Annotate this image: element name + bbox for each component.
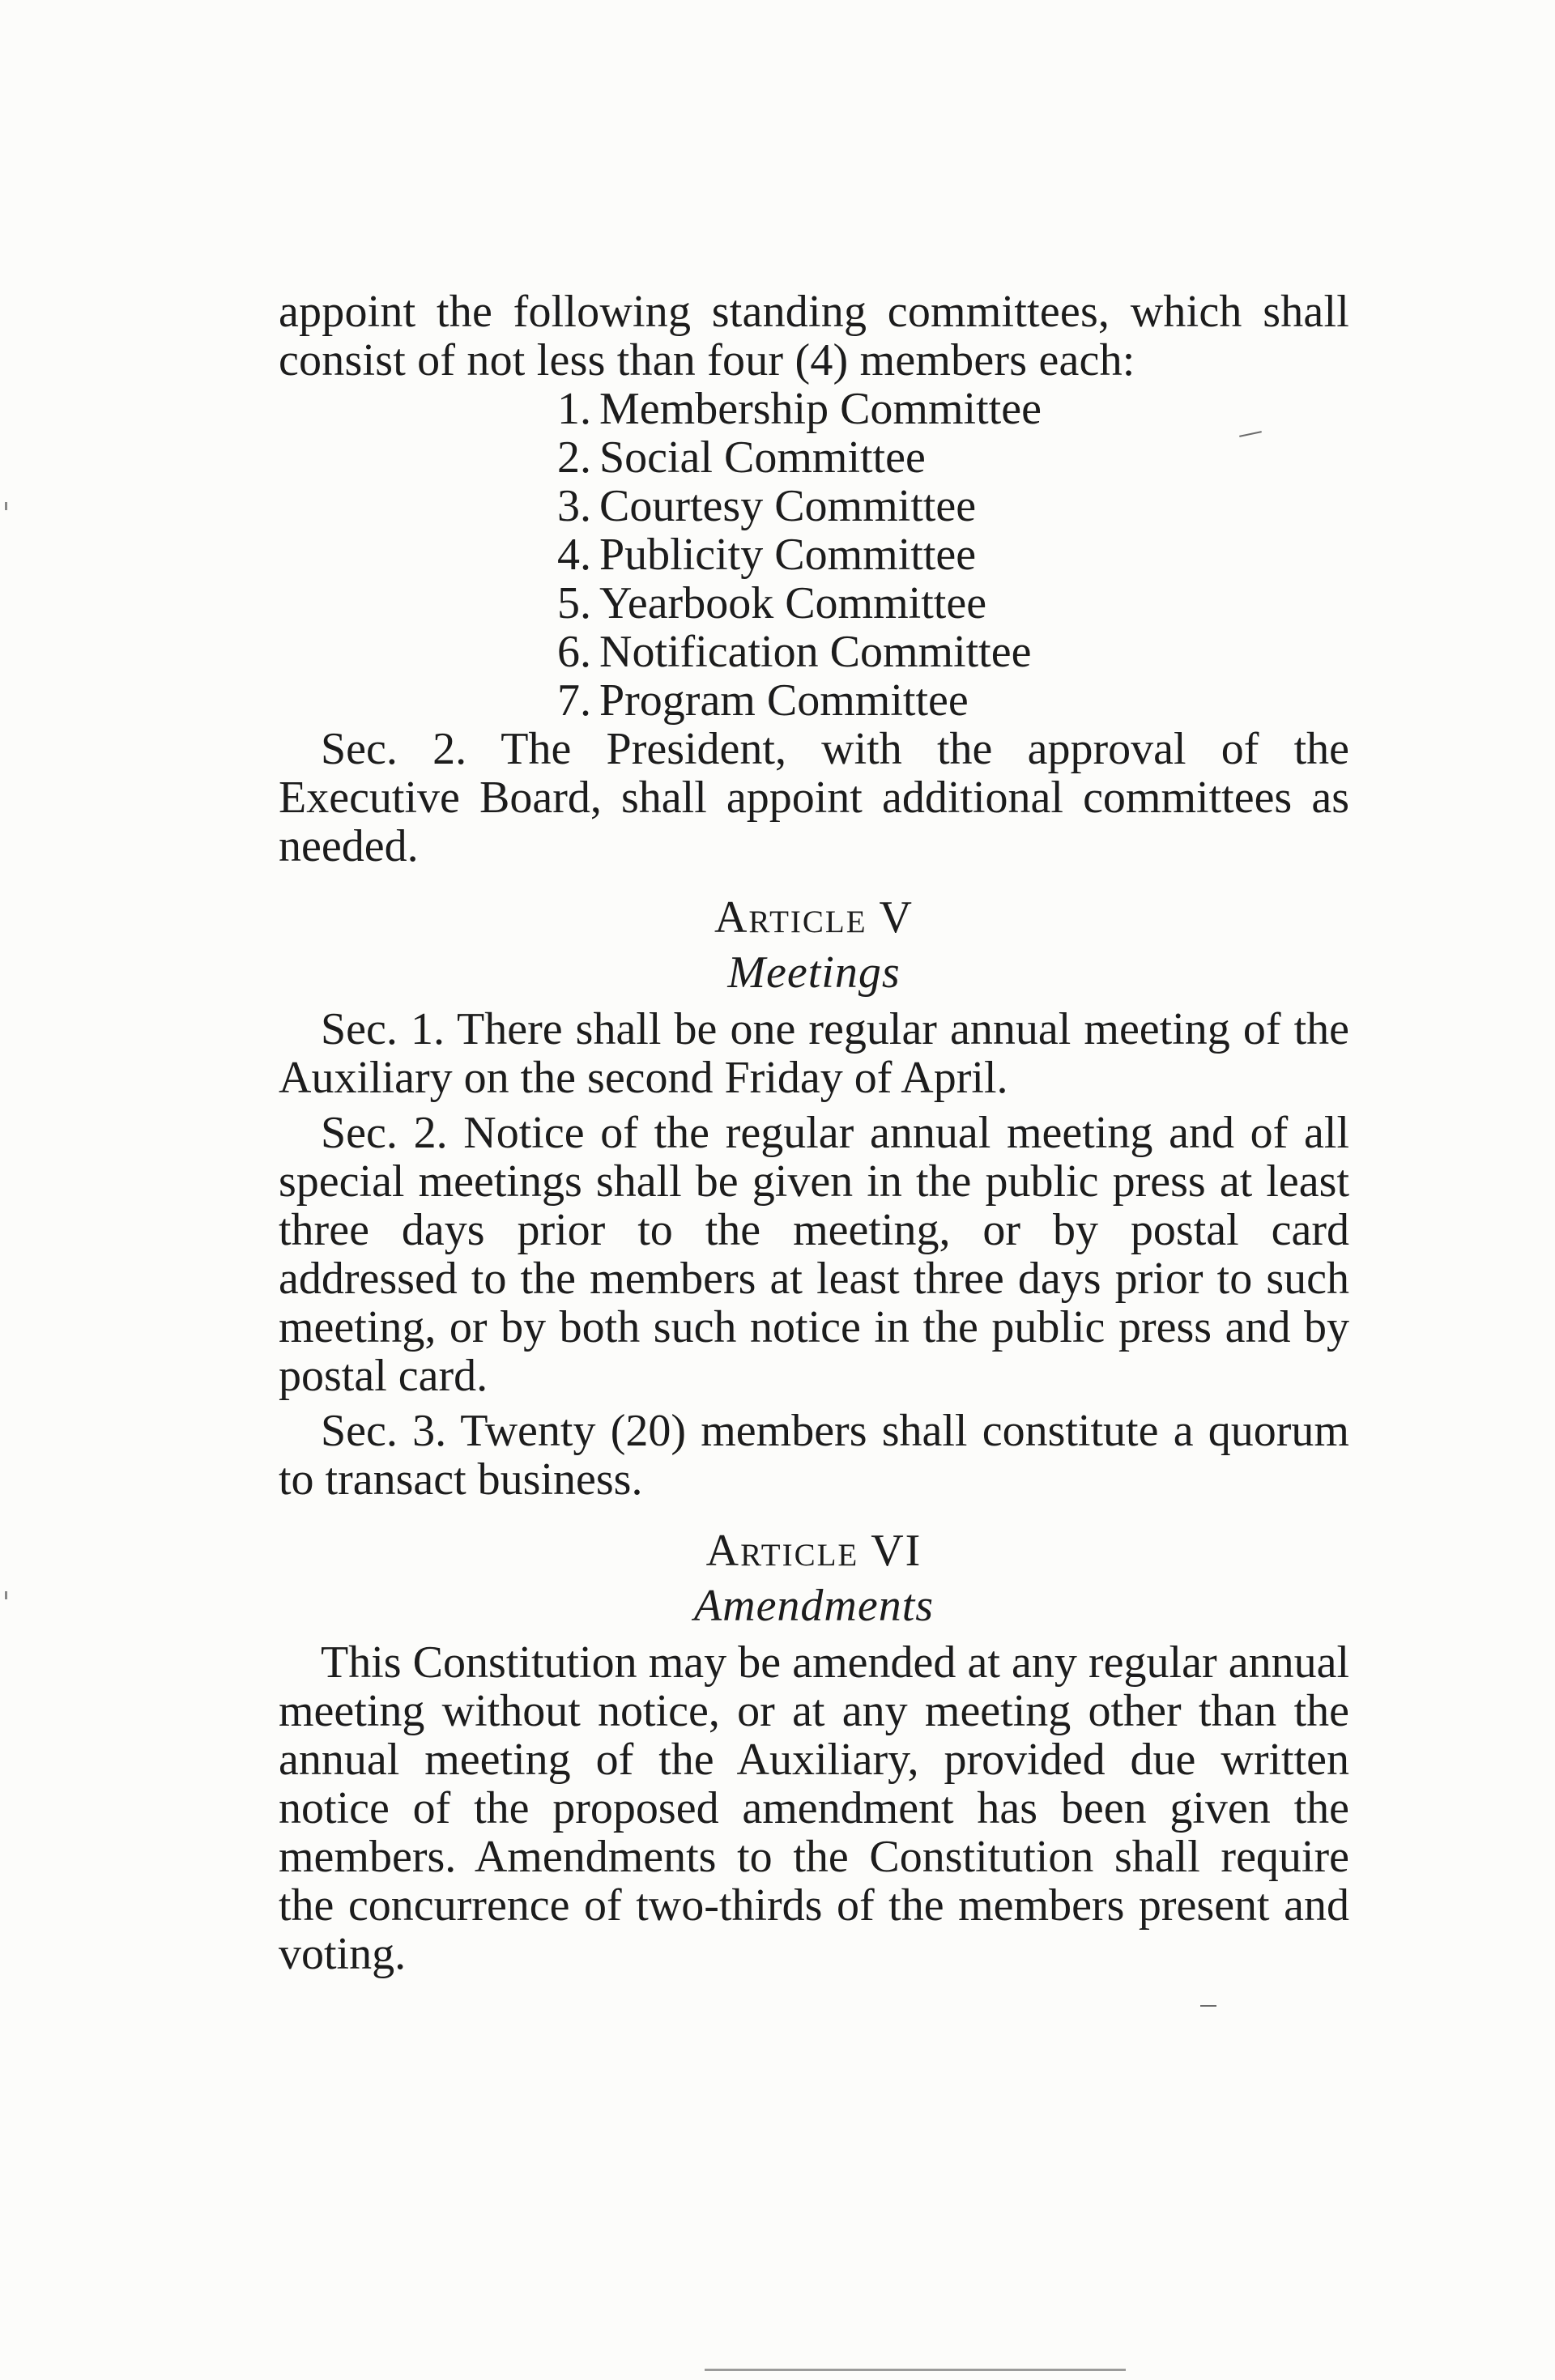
article5-heading: Article V — [714, 892, 914, 943]
list-item — [557, 579, 1349, 628]
list-item-number: 7. — [557, 675, 591, 726]
article5-subheading: Meetings — [727, 947, 901, 998]
article6-heading: Article VI — [705, 1526, 922, 1576]
list-item-label: Social Committee — [599, 432, 926, 483]
list-item-number: 1. — [557, 384, 591, 434]
list-item — [557, 676, 1349, 725]
list-item-number: 3. — [557, 481, 591, 531]
list-item-label: Notification Committee — [599, 627, 1032, 677]
committee-list — [279, 385, 1349, 725]
list-item-number: 5. — [557, 578, 591, 628]
list-item-number: 4. — [557, 530, 591, 580]
list-item-label: Membership Committee — [599, 384, 1042, 434]
list-item — [557, 530, 1349, 579]
list-item — [557, 628, 1349, 676]
list-item — [557, 385, 1349, 433]
list-item-label: Program Committee — [599, 675, 969, 726]
article5-section2: Sec. 2. Notice of the regular annual meeting and of all special meetings shall be given in the public press at least three days prior to the meeting, or by postal card addressed to the members at least three days prior to such meeting, or by both such notice in the public press and by postal card. — [279, 1108, 1349, 1401]
list-item-number: 6. — [557, 627, 591, 677]
intro-paragraph: appoint the following standing committees, which shall consist of not less than four (4) members each: — [279, 287, 1349, 385]
stray-mark — [1200, 2005, 1216, 2007]
list-item-label: Publicity Committee — [599, 530, 977, 580]
article5-section3: Sec. 3. Twenty (20) members shall constitute a quorum to transact business. — [279, 1406, 1349, 1505]
document-page — [279, 287, 1349, 1978]
bottom-rule — [705, 2369, 1126, 2371]
list-item-label: Courtesy Committee — [599, 481, 977, 531]
list-item-number: 2. — [557, 432, 591, 483]
edge-mark — [5, 1591, 7, 1599]
article6-subheading: Amendments — [693, 1581, 935, 1631]
edge-mark — [5, 502, 7, 510]
article5-section1: Sec. 1. There shall be one regular annual meeting of the Auxiliary on the second Friday of April. — [279, 1004, 1349, 1103]
article6-body: This Constitution may be amended at any regular annual meeting without notice, or at any meeting other than the annual meeting of the Auxiliary, provided due written notice of the proposed amendment has been given the members. Amendments to the Constitution shall require the concurrence of two-thirds of the members present and voting. — [279, 1637, 1349, 1979]
article4-section2: Sec. 2. The President, with the approval of the Executive Board, shall appoint additional committees as needed. — [279, 724, 1349, 871]
list-item — [557, 433, 1349, 482]
list-item-label: Yearbook Committee — [599, 578, 987, 628]
list-item — [557, 482, 1349, 530]
